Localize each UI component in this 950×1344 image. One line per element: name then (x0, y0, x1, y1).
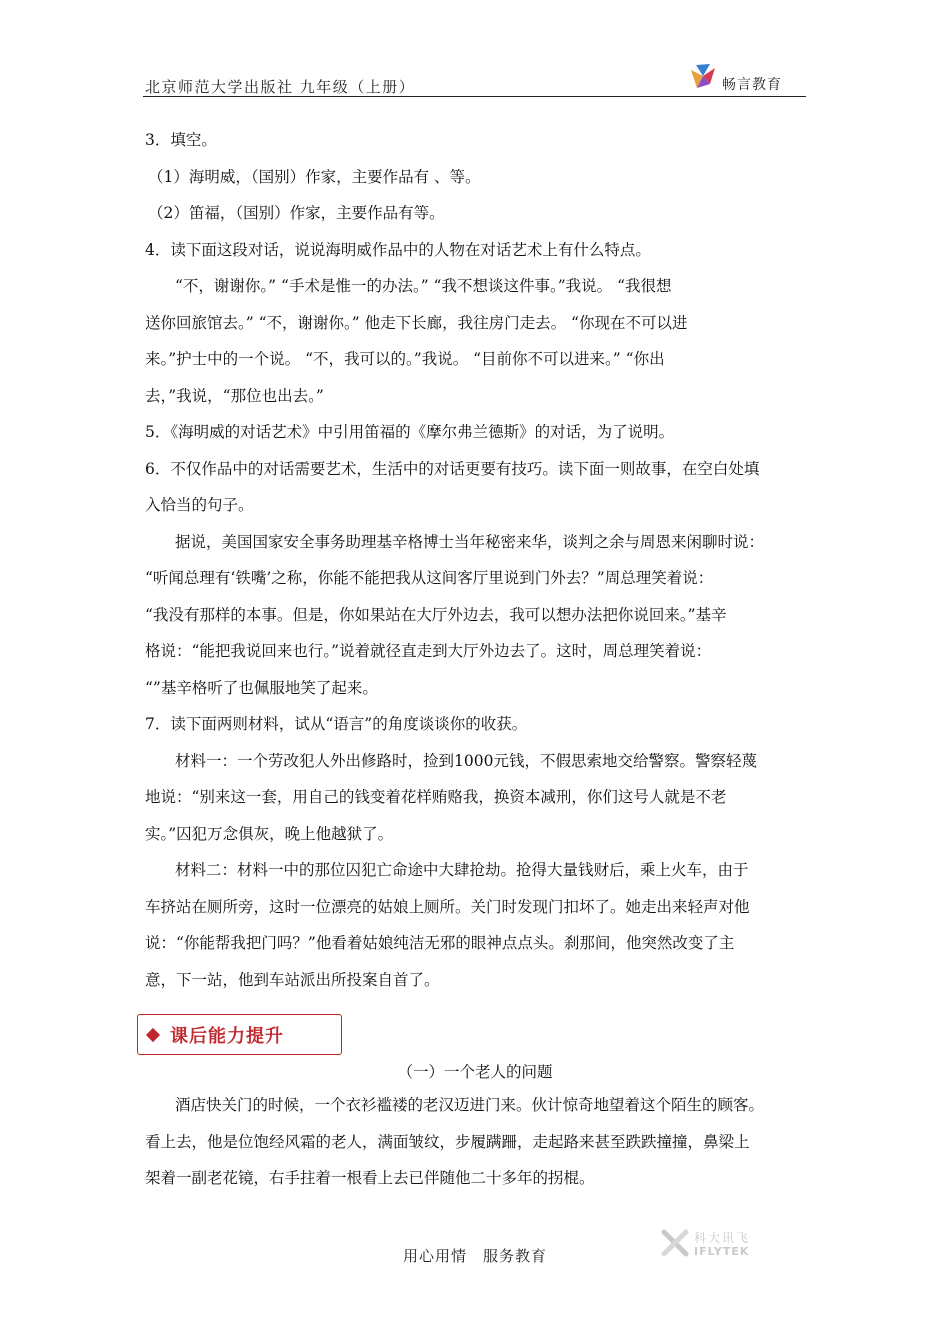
diamond-icon (146, 1027, 160, 1041)
text-line: 材料一：一个劳改犯人外出修路时，捡到1000元钱，不假思索地交给警察。警察轻蔑 (175, 751, 757, 770)
header-divider (143, 96, 806, 97)
text-line: （1）海明威，（国别）作家，主要作品有 、等。 (148, 167, 481, 186)
text-line: 4．读下面这段对话，说说海明威作品中的人物在对话艺术上有什么特点。 (145, 240, 651, 259)
text-line: 看上去，他是位饱经风霜的老人，满面皱纹，步履蹒跚，走起路来甚至跌跌撞撞，鼻梁上 (145, 1132, 750, 1151)
section-title: 课后能力提升 (170, 1025, 284, 1047)
story-title: （一）一个老人的问题 (397, 1063, 553, 1081)
text-line: 6．不仅作品中的对话需要艺术，生活中的对话更要有技巧。读下面一则故事，在空白处填 (145, 459, 760, 478)
text-line: 说：“你能帮我把门吗？”他看着姑娘纯洁无邪的眼神点点头。刹那间，他突然改变了主 (145, 934, 735, 952)
text-line: 3．填空。 (145, 131, 217, 149)
text-line: “”基辛格听了也佩服地笑了起来。 (145, 678, 378, 697)
text-line: 5．《海明威的对话艺术》中引用笛福的《摩尔弗兰德斯》的对话，为了说明。 (145, 423, 675, 441)
text-line: “听闻总理有‘铁嘴’之称，你能不能把我从这间客厅里说到门外去？”周总理笑着说： (145, 569, 714, 587)
text-line: 7．读下面两则材料，试从“语言”的角度谈谈你的收获。 (145, 715, 528, 733)
text-line: 入恰当的句子。 (145, 496, 254, 514)
text-line: “我没有那样的本事。但是，你如果站在大厅外边去，我可以想办法把你说回来。”基辛 (145, 605, 727, 624)
text-line: 车挤站在厕所旁，这时一位漂亮的姑娘上厕所。关门时发现门扣坏了。她走出来轻声对他 (145, 897, 750, 916)
exercise-body (145, 122, 811, 998)
text-line: 酒店快关门的时候，一个衣衫褴褛的老汉迈进门来。伙计惊奇地望着这个陌生的顾客。 (175, 1096, 765, 1114)
text-line: 格说：“能把我说回来也行。”说着就径直走到大厅外边去了。这时，周总理笑着说： (145, 642, 712, 660)
text-line: 实。”囚犯万念俱灰，晚上他越狱了。 (145, 824, 394, 843)
logo-en-text: IFLYTEK (694, 1245, 750, 1258)
logo-cn-text: 科大讯飞 (694, 1231, 751, 1245)
changyan-logo-icon (688, 62, 718, 96)
text-line: 意，下一站，他到车站派出所投案自首了。 (145, 970, 440, 989)
section-heading (137, 1014, 342, 1055)
text-line: 据说，美国国家安全事务助理基辛格博士当年秘密来华，谈判之余与周恩来闲聊时说： (175, 532, 765, 551)
header-brand (688, 64, 782, 96)
footer-slogan: 用心用情 服务教育 (402, 1247, 547, 1265)
text-line: 来。”护士中的一个说。 “不，我可以的。”我说。 “目前你不可以进来。” “你出 (145, 350, 665, 368)
text-line: 送你回旅馆去。” “不，谢谢你。” 他走下长廊，我往房门走去。 “你现在不可以进 (145, 313, 688, 332)
text-line: “不，谢谢你。” “手术是惟一的办法。” “我不想谈这件事。”我说。 “我很想 (175, 277, 672, 295)
text-line: 材料二：材料一中的那位囚犯亡命途中大肆抢劫。抢得大量钱财后，乘上火车，由于 (175, 861, 749, 879)
text-line: （2）笛福，（国别）作家，主要作品有等。 (148, 204, 445, 222)
text-line: 架着一副老花镜，右手拄着一根看上去已伴随他二十多年的拐棍。 (145, 1169, 595, 1187)
story-body (145, 1087, 811, 1197)
header-brand-name: 畅言教育 (722, 77, 782, 93)
header-publisher: 北京师范大学出版社 九年级（上册） (145, 78, 416, 96)
text-line: 去，”我说，“那位也出去。” (145, 386, 324, 405)
text-line: 地说：“别来这一套，用自己的钱变着花样贿赂我，换资本减刑，你们这号人就是不老 (145, 788, 727, 806)
